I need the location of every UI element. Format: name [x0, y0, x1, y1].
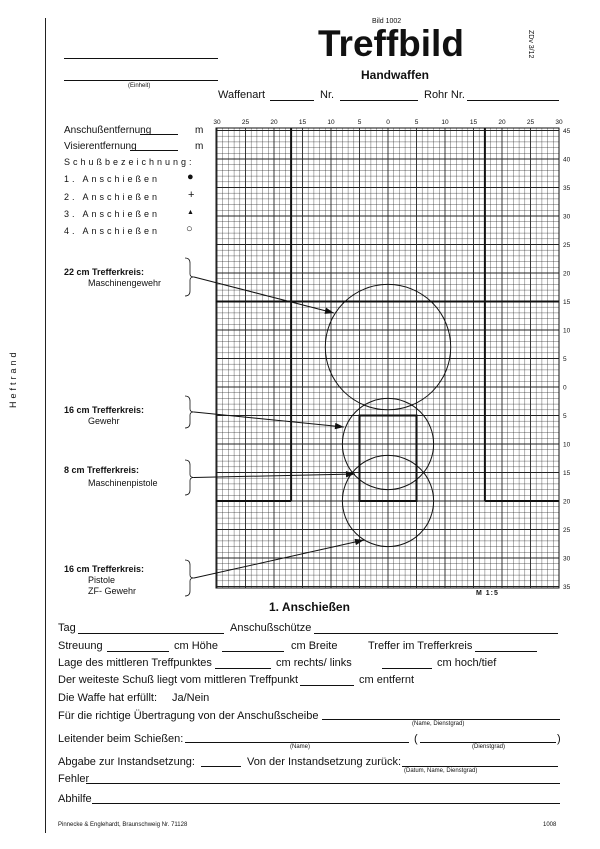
right-tick-label: 25	[563, 527, 571, 534]
lage-hoch-field[interactable]	[382, 668, 432, 669]
legend-label-2: 2. Anschießen	[64, 192, 161, 202]
schuss-label: Schußbezeichnung:	[64, 157, 195, 167]
tag-label: Tag	[58, 622, 76, 634]
lage-rechts-field[interactable]	[215, 668, 271, 669]
legend-label-1: 1. Anschießen	[64, 174, 161, 184]
right-tick-label: 20	[563, 270, 571, 278]
waffenart-label: Waffenart	[218, 89, 266, 101]
grid-labels	[213, 119, 570, 591]
triangle-icon: ▲	[187, 209, 194, 216]
visier-label: Visierentfernung	[64, 141, 137, 152]
tag-field[interactable]	[78, 633, 224, 634]
callout-line-4a: Pistole	[88, 575, 116, 585]
datum-name-hint: (Datum, Name, Dienstgrad)	[404, 768, 478, 774]
cm-entfernt-label: cm entfernt	[359, 674, 415, 686]
von-der-label: Von der Instandsetzung zurück:	[247, 756, 402, 768]
right-tick-label: 30	[563, 213, 571, 221]
callout-arrow-4	[194, 540, 364, 578]
callout-title-4: 16 cm Trefferkreis:	[64, 564, 145, 574]
grid-overlay	[185, 128, 559, 596]
erfuellt-label: Die Waffe hat erfüllt:	[58, 692, 158, 704]
streuung-hoehe-field[interactable]	[107, 651, 169, 652]
dienstgrad-hint: (Dienstgrad)	[472, 744, 506, 750]
top-tick-label: 30	[213, 119, 221, 126]
schuetze-label: Anschußschütze	[230, 622, 312, 634]
cm-hoehe-label: cm Höhe	[174, 640, 219, 652]
circle-icon: ○	[186, 223, 193, 235]
footer-code: 1008	[543, 822, 557, 828]
top-tick-label: 10	[327, 119, 335, 126]
heftrand-label: Heftrand	[8, 349, 18, 408]
callout-arrow-1	[194, 277, 334, 313]
page-subtitle: Handwaffen	[361, 68, 430, 82]
top-tick-label: 5	[414, 119, 419, 126]
filled-dot-icon: ●	[187, 171, 194, 183]
rohr-label: Rohr Nr.	[424, 89, 465, 101]
name-hint: (Name)	[290, 744, 311, 750]
einheit-label: (Einheit)	[128, 83, 151, 89]
schuetze-field[interactable]	[314, 633, 558, 634]
uebertragung-label: Für die richtige Übertragung von der Anschußscheibe	[58, 710, 319, 722]
ja-nein-option[interactable]: Ja/Nein	[172, 692, 210, 704]
right-tick-label: 0	[563, 384, 567, 392]
cm-breite-label: cm Breite	[291, 640, 338, 652]
paren-open: (	[414, 733, 418, 745]
hoch-tief-label: cm hoch/tief	[437, 657, 497, 669]
right-tick-label: 20	[563, 498, 571, 506]
anschuss-label: Anschußentfernung	[64, 125, 152, 136]
right-tick-label: 15	[563, 299, 571, 306]
callout-brace	[185, 258, 194, 296]
top-tick-label: 10	[441, 119, 449, 126]
abhilfe-label: Abhilfe	[58, 793, 92, 805]
top-tick-label: 30	[555, 119, 563, 126]
top-tick-label: 20	[270, 119, 278, 126]
leitender-dienstgrad-field[interactable]	[420, 742, 556, 743]
right-tick-label: 35	[563, 185, 571, 192]
legend-label-3: 3. Anschießen	[64, 209, 161, 219]
plus-icon: +	[188, 189, 195, 201]
weiteste-label: Der weiteste Schuß liegt vom mittleren Treffpunkt	[58, 674, 299, 686]
top-tick-label: 5	[357, 119, 362, 126]
rechts-links-label: cm rechts/ links	[276, 657, 352, 669]
callout-line-4b: ZF- Gewehr	[88, 586, 137, 596]
legend-label-4: 4. Anschießen	[64, 226, 161, 236]
callout-brace	[185, 560, 194, 596]
callout-arrow-2-head	[335, 423, 344, 429]
callout-arrow-1-head	[324, 308, 334, 314]
callout-line-1a: Maschinengewehr	[88, 278, 162, 288]
leitender-name-field[interactable]	[185, 742, 409, 743]
right-tick-label: 35	[563, 584, 571, 591]
fehler-label: Fehler	[58, 773, 90, 785]
right-tick-label: 5	[563, 356, 567, 363]
streuung-label: Streuung	[58, 640, 103, 652]
page-title: Treffbild	[318, 23, 464, 64]
callout-brace	[185, 396, 194, 428]
top-tick-label: 25	[526, 119, 535, 126]
callout-title-3: 8 cm Trefferkreis:	[64, 465, 140, 475]
silhouette-right-upper	[485, 128, 559, 302]
callout-title-2: 16 cm Trefferkreis:	[64, 405, 145, 415]
top-tick-label: 15	[298, 119, 307, 126]
uebertragung-field[interactable]	[322, 719, 560, 720]
top-tick-label: 20	[498, 119, 506, 126]
streuung-breite-field[interactable]	[222, 651, 284, 652]
abhilfe-field[interactable]	[92, 803, 560, 804]
bild-label: Bild 1002	[372, 18, 402, 25]
callout-line-2a: Gewehr	[88, 416, 120, 426]
right-tick-label: 40	[563, 156, 571, 164]
side-code: ZDv 3/12	[527, 30, 534, 59]
right-tick-label: 25	[563, 242, 571, 249]
anschuss-unit: m	[195, 125, 204, 136]
section-title: 1. Anschießen	[269, 600, 350, 614]
callout-brace	[185, 460, 194, 495]
right-tick-label: 30	[563, 555, 571, 563]
fehler-field[interactable]	[86, 783, 560, 784]
top-tick-label: 0	[386, 119, 390, 126]
abgabe-field[interactable]	[201, 766, 241, 767]
right-tick-label: 45	[563, 128, 571, 135]
abgabe-label: Abgabe zur Instandsetzung:	[58, 756, 195, 768]
treffer-im-label: Treffer im Trefferkreis	[368, 640, 473, 652]
treffer-field[interactable]	[475, 651, 537, 652]
name-dienstgrad-hint-1: (Name, Dienstgrad)	[412, 721, 465, 727]
top-tick-label: 25	[241, 119, 250, 126]
paren-close: )	[557, 733, 561, 745]
right-tick-label: 10	[563, 441, 571, 449]
scale-label: M 1:5	[476, 590, 499, 597]
nr-label: Nr.	[320, 89, 335, 101]
grid-minor-lines	[216, 128, 559, 588]
callout-title-1: 22 cm Trefferkreis:	[64, 267, 145, 277]
lage-label: Lage des mittleren Treffpunktes	[58, 657, 212, 669]
callout-line-3a: Maschinenpistole	[88, 478, 158, 488]
right-tick-label: 10	[563, 327, 571, 335]
top-tick-label: 15	[469, 119, 478, 126]
weiteste-field[interactable]	[300, 685, 354, 686]
right-tick-label: 15	[563, 470, 571, 477]
right-tick-label: 5	[563, 413, 567, 420]
von-der-field[interactable]	[402, 766, 558, 767]
publisher-label: Pinnecke & Englehardt, Braunschweig Nr. 71128	[58, 822, 188, 828]
leitender-label: Leitender beim Schießen:	[58, 733, 184, 745]
visier-unit: m	[195, 141, 204, 152]
